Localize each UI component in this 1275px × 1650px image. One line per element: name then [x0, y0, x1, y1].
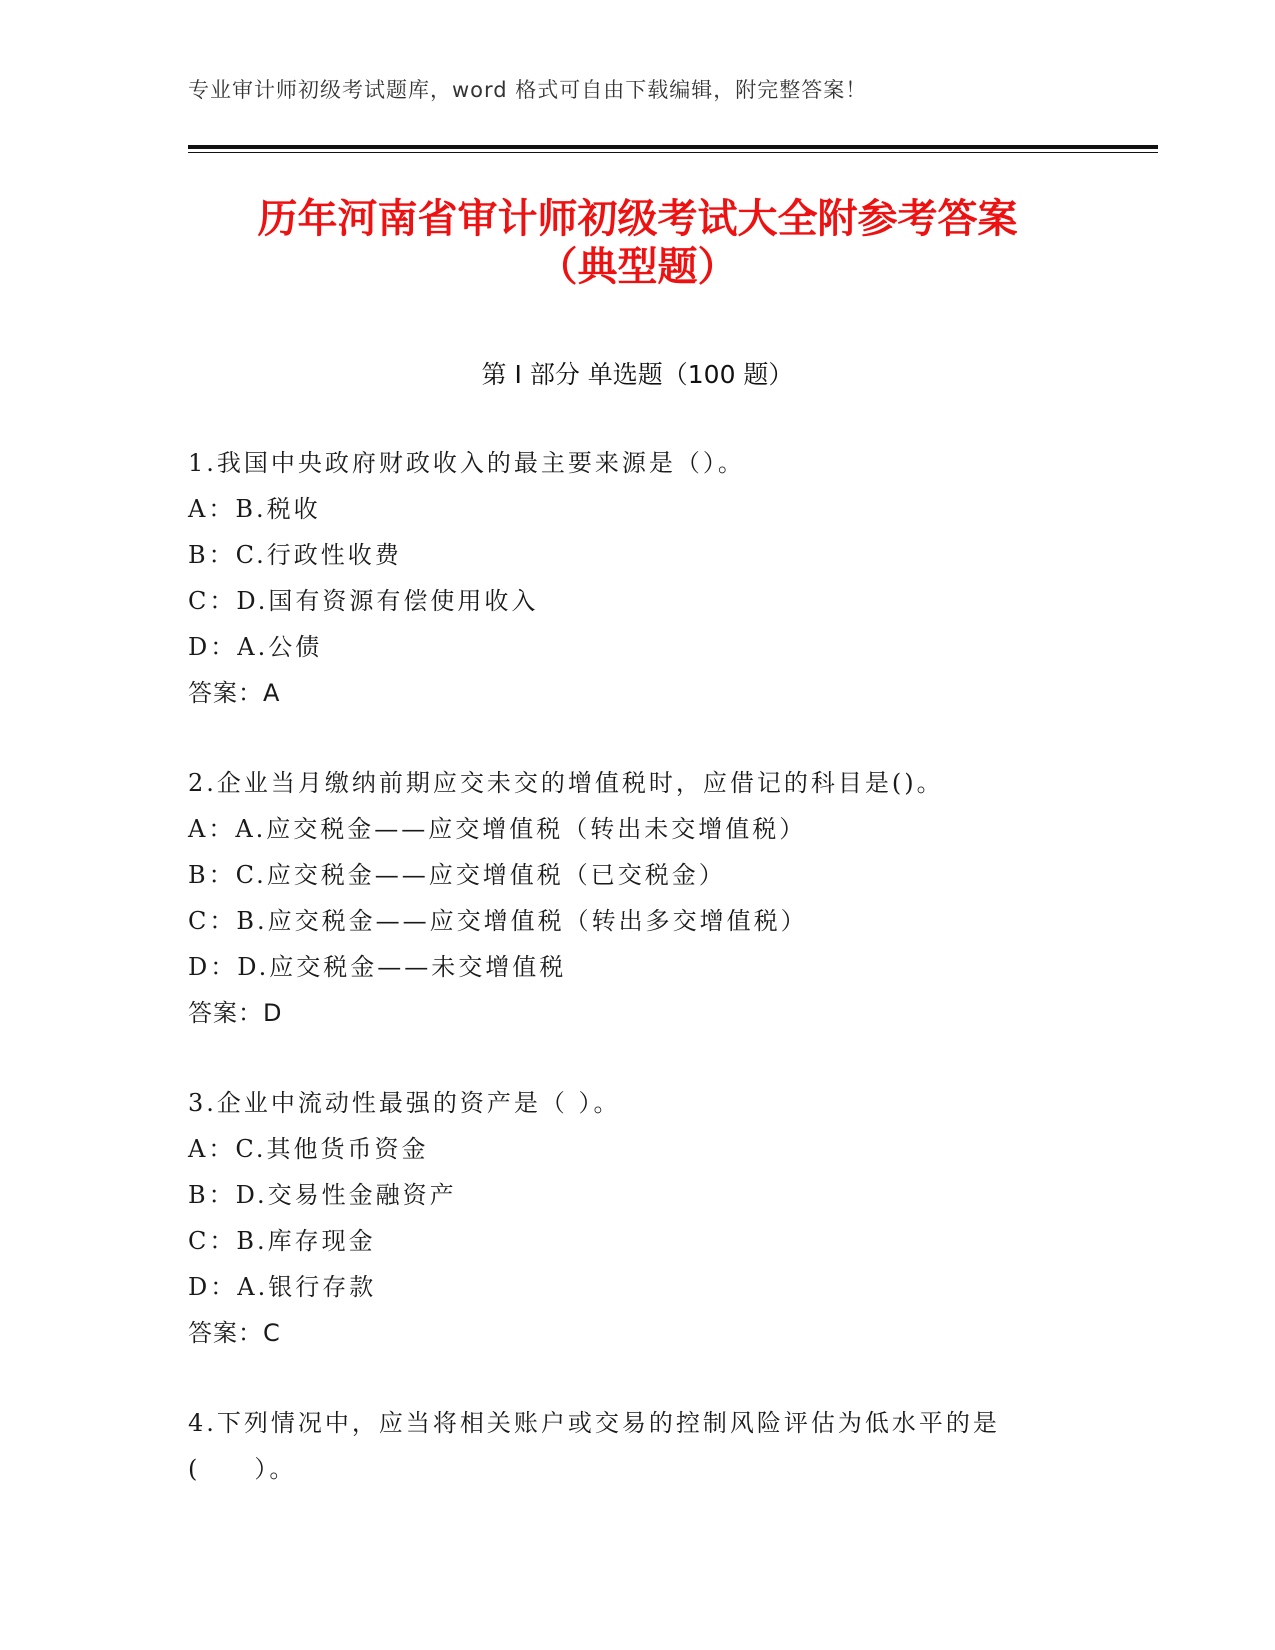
question-stem: 1.我国中央政府财政收入的最主要来源是（）。 — [188, 449, 745, 477]
question-4 — [188, 1400, 1108, 1492]
option-c: C：B.库存现金 — [188, 1227, 376, 1255]
header-rule-thin — [188, 152, 1158, 153]
document-title-line2: （典型题） — [537, 244, 738, 290]
answer-label: 答案：C — [188, 1319, 281, 1347]
header-rule-thick — [188, 145, 1158, 149]
question-3 — [188, 1080, 1108, 1356]
question-stem: 3.企业中流动性最强的资产是（ ）。 — [188, 1089, 621, 1117]
answer-label: 答案：D — [188, 999, 283, 1027]
option-d: D：D.应交税金——未交增值税 — [188, 953, 567, 981]
answer-label: 答案：A — [188, 679, 281, 707]
option-a: A：B.税收 — [188, 495, 321, 523]
option-d: D：A.银行存款 — [188, 1273, 377, 1301]
option-a: A：A.应交税金——应交增值税（转出未交增值税） — [188, 815, 807, 843]
question-2 — [188, 760, 1108, 1036]
question-stem-line2: ( ）。 — [188, 1455, 297, 1483]
option-b: B：C.应交税金——应交增值税（已交税金） — [188, 861, 726, 889]
option-c: C：B.应交税金——应交增值税（转出多交增值税） — [188, 907, 808, 935]
option-c: C：D.国有资源有偿使用收入 — [188, 587, 539, 615]
option-b: B：C.行政性收费 — [188, 541, 402, 569]
option-b: B：D.交易性金融资产 — [188, 1181, 457, 1209]
question-stem: 2.企业当月缴纳前期应交未交的增值税时，应借记的科目是()。 — [188, 769, 944, 797]
question-1 — [188, 440, 1108, 716]
option-d: D：A.公债 — [188, 633, 323, 661]
section-heading: 第 I 部分 单选题（100 题） — [481, 360, 794, 389]
question-list — [188, 440, 1108, 1536]
document-title-line1: 历年河南省审计师初级考试大全附参考答案 — [257, 196, 1018, 242]
document-title — [150, 195, 1125, 291]
question-stem-line1: 4.下列情况中，应当将相关账户或交易的控制风险评估为低水平的是 — [188, 1409, 1000, 1437]
page-header: 专业审计师初级考试题库，word 格式可自由下载编辑，附完整答案！ — [188, 78, 868, 102]
option-a: A：C.其他货币资金 — [188, 1135, 429, 1163]
